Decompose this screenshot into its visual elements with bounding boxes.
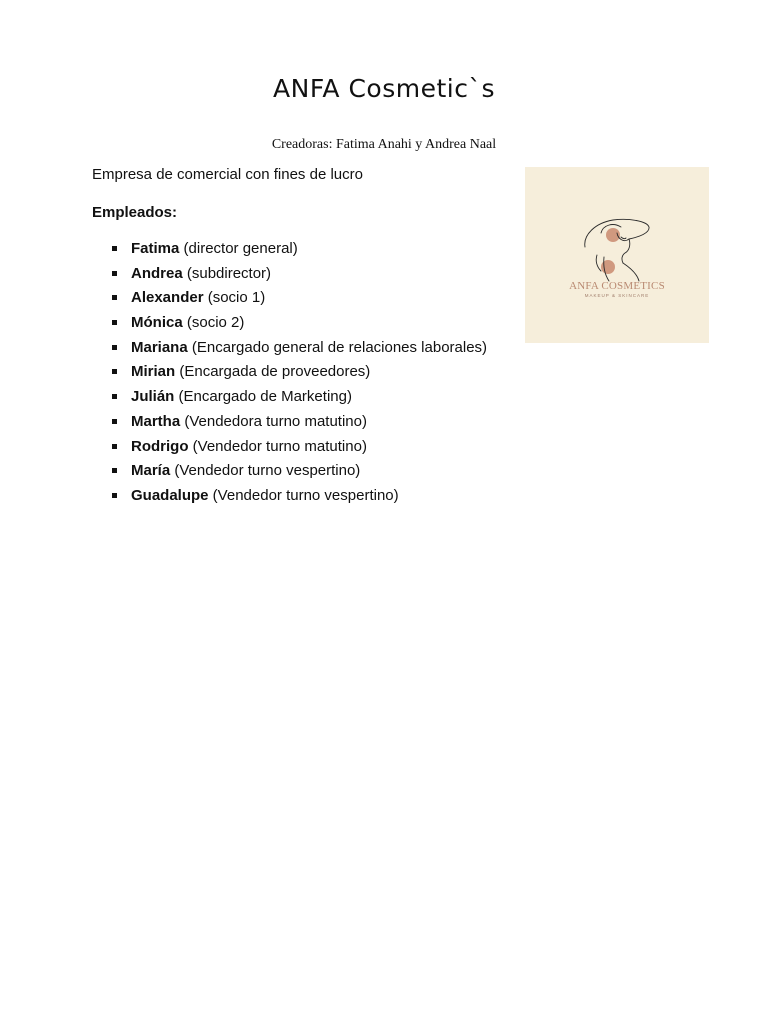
bullet-icon [112,345,117,350]
bullet-icon [112,394,117,399]
company-description: Empresa de comercial con fines de lucro [92,166,363,183]
bullet-icon [112,320,117,325]
employee-role: (Encargado de Marketing) [174,388,352,406]
list-item [112,265,512,290]
list-item [112,388,512,413]
employee-name: Mariana [131,338,188,356]
bullet-icon [112,493,117,498]
list-item [112,339,512,364]
brand-logo [525,167,709,343]
employee-name: Julián [131,388,175,406]
employee-name: Fatima [131,240,180,257]
employee-role: (socio 1) [203,289,266,307]
list-item [112,289,512,314]
employee-name: Mónica [131,314,183,332]
document-subtitle: Creadoras: Fatima Anahi y Andrea Naal [271,137,497,152]
bullet-icon [112,246,117,251]
employee-name: Martha [131,412,181,430]
employees-heading: Empleados: [92,204,178,221]
employee-role: (Vendedora turno matutino) [180,412,367,430]
woman-with-hat-icon [525,167,709,343]
list-item [112,438,512,463]
document-title: ANFA Cosmetic`s [273,74,495,103]
bullet-icon [112,419,117,424]
employee-role: (socio 2) [182,314,245,332]
list-item [112,314,512,339]
employee-role: (director general) [179,240,298,257]
bullet-icon [112,295,117,300]
bullet-icon [112,468,117,473]
employee-name: Alexander [131,289,204,307]
employee-name: María [131,462,171,480]
employee-role: (Encargada de proveedores) [175,363,371,381]
employee-name: Andrea [131,264,183,282]
list-item [112,462,512,487]
employee-list [112,240,512,512]
list-item [112,413,512,438]
employee-role: (Vendedor turno matutino) [188,437,367,455]
logo-brand-text: ANFA COSMETICS [569,280,665,292]
employee-name: Mirian [131,363,176,381]
employee-role: (Vendedor turno vespertino) [208,486,399,504]
bullet-icon [112,271,117,276]
bullet-icon [112,369,117,374]
employee-role: (Vendedor turno vespertino) [170,462,361,480]
logo-tagline: MAKEUP & SKINCARE [584,293,650,298]
employee-name: Rodrigo [131,437,189,455]
bullet-icon [112,444,117,449]
employee-role: (Encargado general de relaciones laborales) [187,338,488,356]
list-item [112,487,512,512]
employee-role: (subdirector) [182,264,272,282]
employee-name: Guadalupe [131,486,209,504]
list-item [112,240,512,265]
list-item [112,363,512,388]
